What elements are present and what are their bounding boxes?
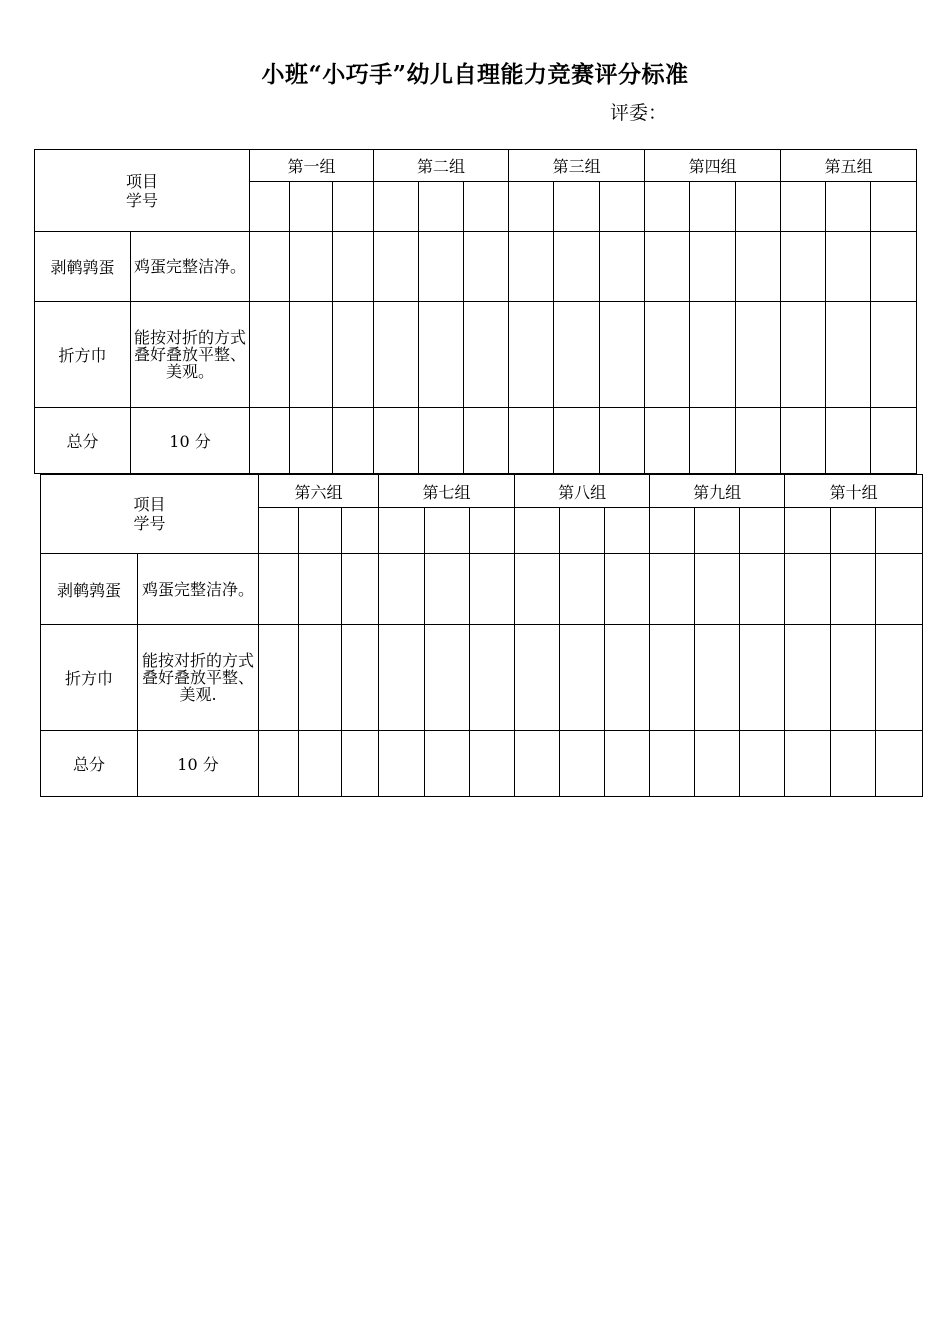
student-number-cell[interactable]	[876, 508, 923, 554]
score-cell[interactable]	[695, 625, 740, 731]
score-cell[interactable]	[785, 554, 831, 625]
student-number-cell[interactable]	[425, 508, 470, 554]
score-cell[interactable]	[509, 302, 554, 408]
student-number-cell[interactable]	[605, 508, 650, 554]
score-cell[interactable]	[419, 302, 464, 408]
score-cell[interactable]	[785, 731, 831, 797]
student-number-cell[interactable]	[826, 182, 871, 232]
score-cell[interactable]	[781, 232, 826, 302]
score-cell[interactable]	[600, 302, 645, 408]
table-row	[41, 731, 923, 797]
score-cell[interactable]	[831, 625, 876, 731]
score-cell[interactable]	[560, 731, 605, 797]
score-cell[interactable]	[650, 554, 695, 625]
score-cell[interactable]	[600, 232, 645, 302]
student-number-cell[interactable]	[515, 508, 560, 554]
page-title: 小班“小巧手”幼儿自理能力竞赛评分标准	[261, 61, 689, 88]
student-number-cell[interactable]	[740, 508, 785, 554]
score-cell[interactable]	[374, 302, 419, 408]
score-cell[interactable]	[560, 554, 605, 625]
score-cell[interactable]	[876, 731, 923, 797]
score-cell[interactable]	[554, 302, 600, 408]
group-header: 第三组	[509, 150, 645, 182]
score-cell[interactable]	[342, 625, 379, 731]
score-cell[interactable]	[740, 731, 785, 797]
score-cell[interactable]	[695, 731, 740, 797]
student-number-cell[interactable]	[831, 508, 876, 554]
header-cell	[35, 150, 250, 232]
group-header: 第二组	[374, 150, 509, 182]
score-cell[interactable]	[464, 232, 509, 302]
score-cell[interactable]	[605, 625, 650, 731]
score-cell[interactable]	[374, 408, 419, 474]
score-cell[interactable]	[690, 408, 736, 474]
student-number-cell[interactable]	[419, 182, 464, 232]
item-label: 总分	[35, 408, 131, 474]
group-header: 第九组	[650, 475, 785, 508]
student-number-cell[interactable]	[464, 182, 509, 232]
header-line-item: 项目	[126, 171, 159, 191]
score-cell[interactable]	[554, 408, 600, 474]
score-cell[interactable]	[515, 554, 560, 625]
score-cell[interactable]	[470, 554, 515, 625]
table-row	[35, 232, 917, 302]
student-number-cell[interactable]	[299, 508, 342, 554]
score-cell[interactable]	[740, 554, 785, 625]
score-cell[interactable]	[600, 408, 645, 474]
score-cell[interactable]	[785, 625, 831, 731]
score-cell[interactable]	[379, 731, 425, 797]
score-cell[interactable]	[290, 232, 333, 302]
student-number-cell[interactable]	[470, 508, 515, 554]
score-cell[interactable]	[470, 625, 515, 731]
student-number-cell[interactable]	[290, 182, 333, 232]
score-cell[interactable]	[425, 554, 470, 625]
score-cell[interactable]	[259, 625, 299, 731]
criteria-text: 能按对折的方式叠好叠放平整、美观。	[131, 302, 250, 408]
score-table-groups-1-5	[34, 149, 917, 474]
score-cell[interactable]	[464, 408, 509, 474]
item-label: 总分	[41, 731, 138, 797]
score-cell[interactable]	[871, 408, 917, 474]
score-cell[interactable]	[560, 625, 605, 731]
group-header: 第八组	[515, 475, 650, 508]
student-number-cell[interactable]	[342, 508, 379, 554]
table-row	[41, 554, 923, 625]
student-number-cell[interactable]	[333, 182, 374, 232]
table-row	[35, 408, 917, 474]
item-label: 折方巾	[35, 302, 131, 408]
score-cell[interactable]	[645, 232, 690, 302]
student-number-cell[interactable]	[645, 182, 690, 232]
group-header: 第五组	[781, 150, 917, 182]
score-table-groups-6-10	[40, 474, 923, 797]
score-cell[interactable]	[419, 408, 464, 474]
score-cell[interactable]	[740, 625, 785, 731]
score-cell[interactable]	[259, 731, 299, 797]
score-cell[interactable]	[299, 731, 342, 797]
student-number-cell[interactable]	[600, 182, 645, 232]
student-number-cell[interactable]	[785, 508, 831, 554]
score-cell[interactable]	[464, 302, 509, 408]
score-cell[interactable]	[690, 232, 736, 302]
score-cell[interactable]	[342, 731, 379, 797]
score-cell[interactable]	[515, 731, 560, 797]
score-cell[interactable]	[650, 625, 695, 731]
student-number-cell[interactable]	[690, 182, 736, 232]
total-score-value: 10 分	[131, 408, 250, 474]
score-cell[interactable]	[876, 554, 923, 625]
score-cell[interactable]	[333, 408, 374, 474]
group-header: 第十组	[785, 475, 923, 508]
item-label: 剥鹌鹑蛋	[41, 554, 138, 625]
criteria-text: 鸡蛋完整洁净。	[131, 232, 250, 302]
score-cell[interactable]	[876, 625, 923, 731]
score-cell[interactable]	[333, 302, 374, 408]
criteria-text: 能按对折的方式叠好叠放平整、美观.	[138, 625, 259, 731]
student-number-cell[interactable]	[650, 508, 695, 554]
table-row	[41, 625, 923, 731]
score-cell[interactable]	[509, 232, 554, 302]
student-number-cell[interactable]	[554, 182, 600, 232]
score-cell[interactable]	[781, 408, 826, 474]
score-cell[interactable]	[826, 302, 871, 408]
student-number-cell[interactable]	[736, 182, 781, 232]
score-cell[interactable]	[690, 302, 736, 408]
student-number-cell[interactable]	[374, 182, 419, 232]
header-cell	[41, 475, 259, 554]
judge-label: 评委：	[610, 102, 668, 124]
item-label: 剥鹌鹑蛋	[35, 232, 131, 302]
score-cell[interactable]	[515, 625, 560, 731]
header-line-item: 项目	[133, 495, 166, 514]
score-cell[interactable]	[645, 302, 690, 408]
score-cell[interactable]	[826, 232, 871, 302]
score-cell[interactable]	[250, 408, 290, 474]
score-cell[interactable]	[374, 232, 419, 302]
score-cell[interactable]	[509, 408, 554, 474]
table-row	[35, 302, 917, 408]
student-number-cell[interactable]	[250, 182, 290, 232]
criteria-text: 鸡蛋完整洁净。	[138, 554, 259, 625]
score-cell[interactable]	[342, 554, 379, 625]
score-cell[interactable]	[419, 232, 464, 302]
score-cell[interactable]	[379, 625, 425, 731]
score-cell[interactable]	[299, 554, 342, 625]
score-cell[interactable]	[605, 554, 650, 625]
score-cell[interactable]	[831, 554, 876, 625]
score-cell[interactable]	[871, 302, 917, 408]
total-score-value: 10 分	[138, 731, 259, 797]
score-cell[interactable]	[605, 731, 650, 797]
header-line-number: 学号	[133, 514, 166, 533]
score-cell[interactable]	[425, 731, 470, 797]
student-number-cell[interactable]	[509, 182, 554, 232]
student-number-cell[interactable]	[560, 508, 605, 554]
student-number-cell[interactable]	[379, 508, 425, 554]
student-number-cell[interactable]	[871, 182, 917, 232]
score-cell[interactable]	[736, 302, 781, 408]
score-cell[interactable]	[826, 408, 871, 474]
score-cell[interactable]	[299, 625, 342, 731]
score-cell[interactable]	[290, 302, 333, 408]
student-number-cell[interactable]	[781, 182, 826, 232]
group-header: 第四组	[645, 150, 781, 182]
score-cell[interactable]	[650, 731, 695, 797]
score-cell[interactable]	[470, 731, 515, 797]
group-header: 第六组	[259, 475, 379, 508]
student-number-cell[interactable]	[259, 508, 299, 554]
header-line-number: 学号	[126, 190, 159, 210]
score-cell[interactable]	[831, 731, 876, 797]
student-number-cell[interactable]	[695, 508, 740, 554]
score-cell[interactable]	[781, 302, 826, 408]
score-cell[interactable]	[333, 232, 374, 302]
score-cell[interactable]	[871, 232, 917, 302]
score-cell[interactable]	[379, 554, 425, 625]
item-label: 折方巾	[41, 625, 138, 731]
score-cell[interactable]	[736, 408, 781, 474]
group-header: 第一组	[250, 150, 374, 182]
score-cell[interactable]	[259, 554, 299, 625]
score-cell[interactable]	[250, 232, 290, 302]
score-cell[interactable]	[250, 302, 290, 408]
score-cell[interactable]	[554, 232, 600, 302]
score-cell[interactable]	[736, 232, 781, 302]
score-cell[interactable]	[425, 625, 470, 731]
score-cell[interactable]	[290, 408, 333, 474]
score-cell[interactable]	[695, 554, 740, 625]
score-cell[interactable]	[645, 408, 690, 474]
group-header: 第七组	[379, 475, 515, 508]
